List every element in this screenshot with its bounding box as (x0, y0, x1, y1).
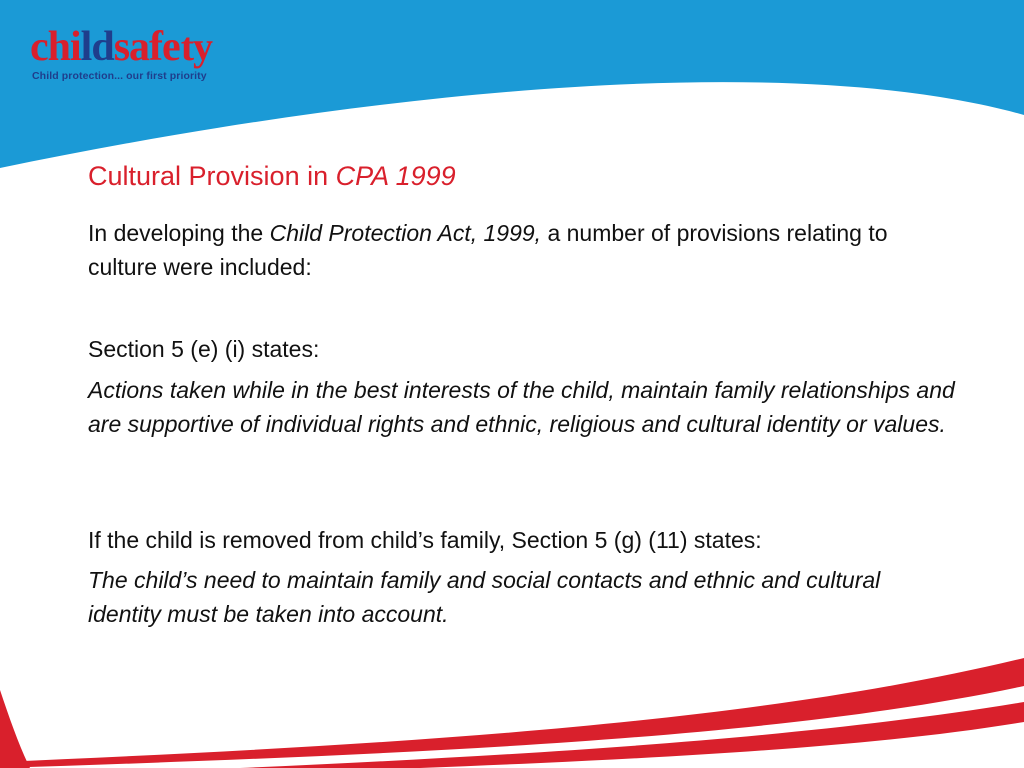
section2-quote: The child’s need to maintain family and social contacts and ethnic and cultural identity must be taken into account. (88, 567, 881, 627)
section1-quote: Actions taken while in the best interests of the child, maintain family relationships and are supportive of individual rights and ethnic, religious and cultural identity or values. (88, 377, 955, 437)
logo-part-ty: ty (180, 24, 213, 69)
logo-wordmark (30, 24, 212, 70)
footer-red-swoosh-3 (0, 690, 30, 768)
intro-paragraph (88, 216, 958, 284)
logo-part-safe: safe (113, 24, 180, 70)
intro-act-name: Child Protection Act, 1999, (269, 220, 542, 246)
logo-tagline: Child protection... our first priority (32, 70, 207, 82)
logo-part-chi: chi (30, 24, 81, 70)
section1-label: Section 5 (e) (i) states: (88, 336, 320, 362)
logo-part-ld: ld (80, 24, 114, 70)
slide-title-prefix: Cultural Provision in (88, 161, 336, 191)
childsafety-logo (30, 24, 245, 84)
slide-title (88, 161, 456, 192)
slide-title-italic: CPA 1999 (335, 161, 456, 191)
intro-text-after: a number of provisions relating to culture were included: (88, 220, 888, 280)
section2-label: If the child is removed from child’s family, Section 5 (g) (11) states: (88, 527, 762, 553)
footer-red-swoosh-1 (0, 658, 1024, 768)
intro-text-before: In developing the (88, 220, 270, 246)
